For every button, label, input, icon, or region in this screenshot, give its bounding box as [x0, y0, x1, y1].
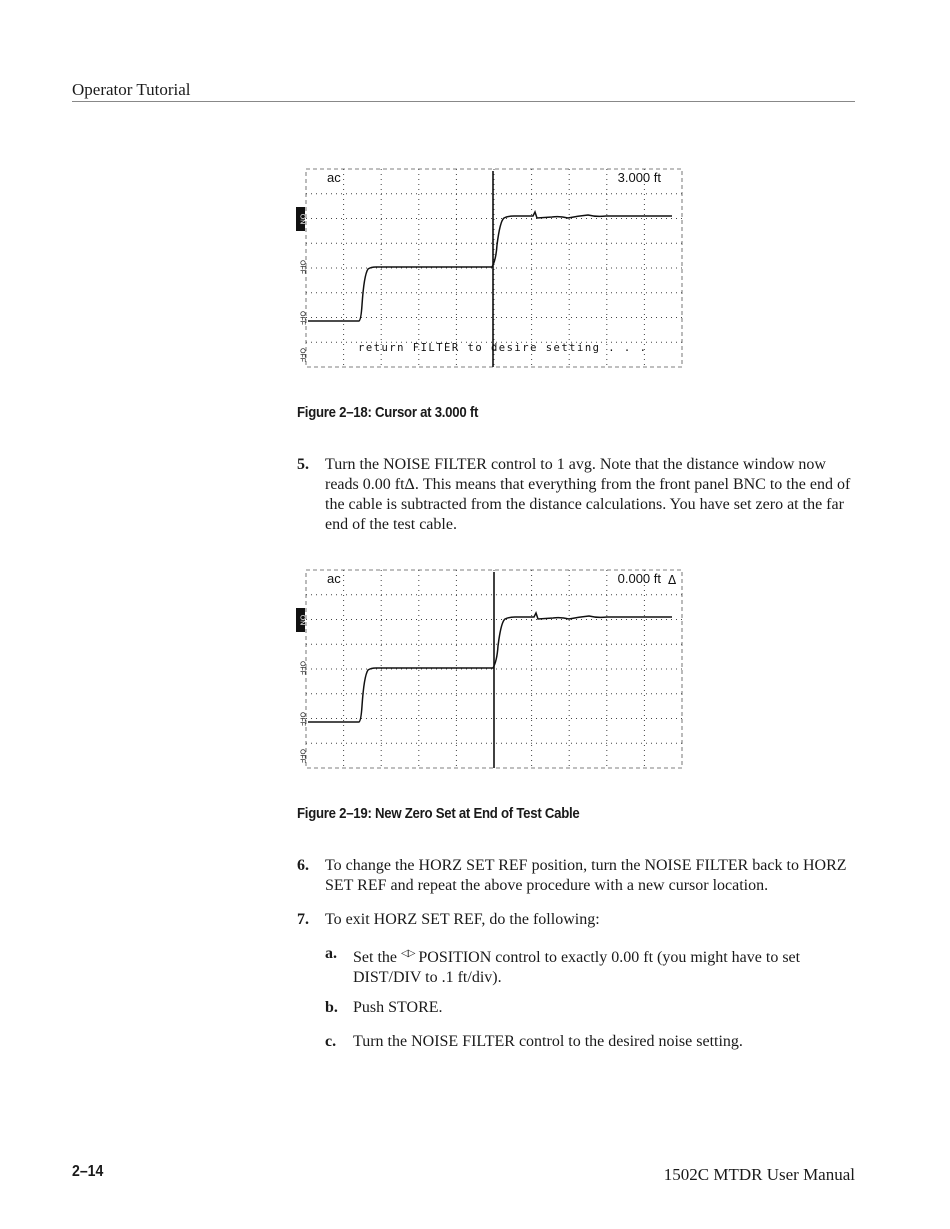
- step-6: [297, 856, 857, 896]
- step-number: 7.: [297, 911, 309, 928]
- substep-7c: [325, 1032, 855, 1052]
- substep-letter: a.: [325, 945, 337, 962]
- running-header: Operator Tutorial: [72, 80, 191, 99]
- waveform-trace: [308, 212, 672, 321]
- side-label-off-1: OFF: [298, 260, 306, 274]
- text-after-icon: POSITION control to exactly 0.00 ft (you might have to set DIST/DIV to .1 ft/div).: [353, 949, 801, 986]
- side-label-on: ON: [298, 614, 306, 626]
- substep-letter: c.: [325, 1033, 337, 1050]
- substep-text: [353, 944, 855, 988]
- figure-caption-2-19: Figure 2–19: New Zero Set at End of Test Cable: [297, 805, 580, 822]
- side-label-on: ON: [298, 213, 306, 225]
- substep-text: Push STORE.: [353, 999, 443, 1016]
- side-label-off-1: OFF: [298, 661, 306, 675]
- side-label-off-3: OFF: [298, 348, 306, 362]
- page-number: 2–14: [72, 1163, 104, 1180]
- graticule-grid: [306, 169, 682, 367]
- manual-title: 1502C MTDR User Manual: [663, 1165, 855, 1184]
- step-7: [297, 910, 857, 930]
- scope-display-figure-2-19: [296, 566, 686, 771]
- step-number: 6.: [297, 857, 309, 874]
- figure-caption-2-18: Figure 2–18: Cursor at 3.000 ft: [297, 404, 479, 421]
- header-rule: [72, 101, 855, 102]
- delta-indicator: Δ: [668, 573, 677, 587]
- side-label-off-2: OFF: [298, 311, 306, 325]
- side-label-off-2: OFF: [298, 712, 306, 726]
- scope-mode-label: ac: [327, 571, 341, 586]
- step-text: Turn the NOISE FILTER control to 1 avg. Note that the distance window now reads 0.00 ftΔ. This means that everything from the front panel BNC to the end of the cable is subtracted from the distance calculations. You have set zero at the far end of the test cable.: [325, 456, 851, 533]
- position-arrows-icon: ◁▷: [401, 948, 415, 959]
- step-number: 5.: [297, 456, 309, 473]
- distance-readout: 3.000 ft: [617, 170, 661, 185]
- step-text: To change the HORZ SET REF position, turn the NOISE FILTER back to HORZ SET REF and repeat the above procedure with a new cursor location.: [325, 857, 847, 894]
- step-5: [297, 455, 857, 535]
- scope-message: return FILTER to desire setting . . .: [358, 342, 648, 354]
- substep-letter: b.: [325, 999, 338, 1016]
- scope-display-figure-2-18: [296, 165, 686, 370]
- distance-readout: 0.000 ft: [617, 571, 661, 586]
- scope-mode-label: ac: [327, 170, 341, 185]
- substep-7a: [325, 944, 855, 984]
- text-before-icon: Set the: [353, 949, 397, 966]
- substep-text: Turn the NOISE FILTER control to the desired noise setting.: [353, 1033, 743, 1050]
- graticule-border: [306, 169, 682, 367]
- waveform-trace: [308, 613, 672, 722]
- step-text: To exit HORZ SET REF, do the following:: [325, 911, 600, 928]
- substep-7b: [325, 998, 855, 1018]
- side-label-off-3: OFF: [298, 749, 306, 763]
